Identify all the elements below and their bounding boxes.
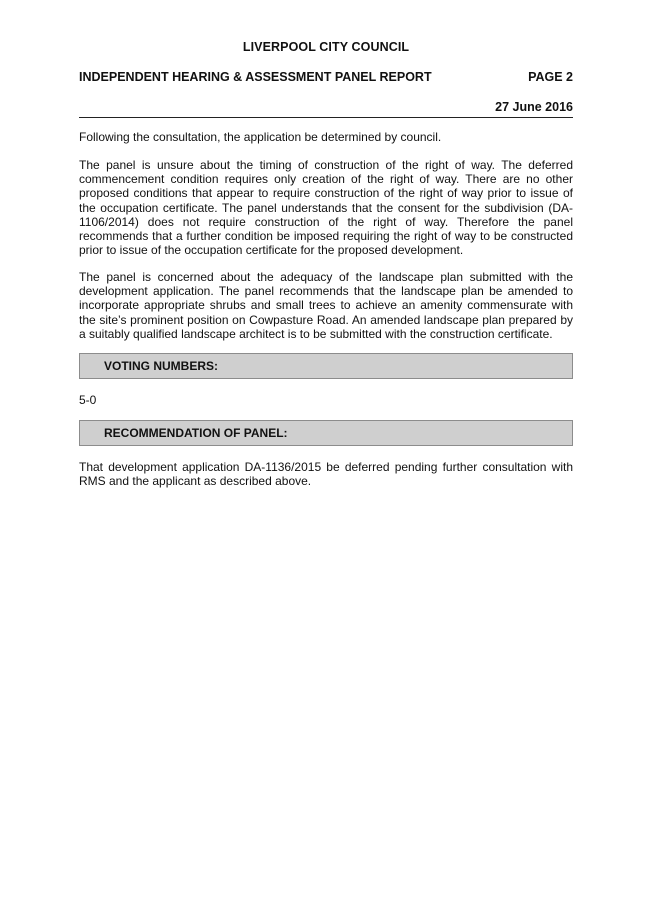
voting-result: 5-0: [79, 393, 97, 407]
paragraph-right-of-way: The panel is unsure about the timing of construction of the right of way. The deferred commencement condition requires only creation of the right of way. There are no other proposed conditions that appear to require construction of the right of way prior to issue of the occupation certificate. The panel understands that the consent for the subdivision (DA-1106/2014) does not require construction of the right of way. Therefore the panel recommends that a further condition be imposed requiring the right of way to be constructed prior to issue of the occupation certificate for the proposed development.: [79, 158, 573, 258]
council-name: LIVERPOOL CITY COUNCIL: [242, 40, 410, 54]
paragraph-landscape: The panel is concerned about the adequacy of the landscape plan submitted with the development application. The panel recommends that the landscape plan be amended to incorporate appropriate shrubs and small trees to achieve an amenity commensurate with the site’s prominent position on Cowpasture Road. An amended landscape plan prepared by a suitably qualified landscape architect is to be submitted with the construction certificate.: [79, 270, 573, 341]
voting-numbers-heading-band: [79, 353, 573, 379]
recommendation-heading-band: [79, 420, 573, 446]
header-divider: [79, 117, 573, 118]
paragraph-consultation: Following the consultation, the application be determined by council.: [79, 130, 442, 144]
recommendation-text: That development application DA-1136/2015 be deferred pending further consultation with RMS and the applicant as described above.: [79, 460, 573, 489]
report-title: INDEPENDENT HEARING & ASSESSMENT PANEL REPORT: [79, 70, 432, 84]
report-date: 27 June 2016: [495, 100, 573, 114]
page-number: PAGE 2: [528, 70, 573, 84]
recommendation-heading: RECOMMENDATION OF PANEL:: [104, 426, 288, 440]
voting-numbers-heading: VOTING NUMBERS:: [104, 359, 218, 373]
